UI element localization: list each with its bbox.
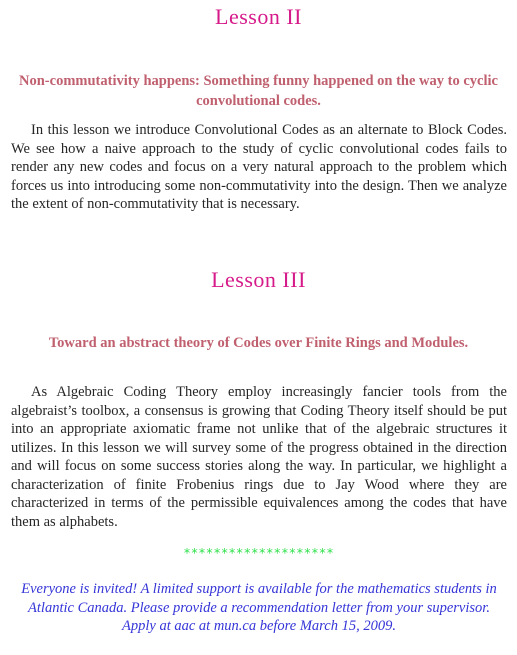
lesson-3-title: Lesson III — [211, 267, 306, 292]
lesson-3-subtitle: Toward an abstract theory of Codes over Finite Rings and Modules. — [48, 335, 469, 351]
lesson-2-title: Lesson II — [215, 4, 302, 29]
lesson-3-description: As Algebraic Coding Theory employ increasingly fancier tools from the algebraist’s toolbox, a consensus is growing that Coding Theory itself should be put into an appropriate axiomatic frame not unlike that of the algebraic structures it utilizes. In this lesson we will survey some of the progress obtained in the direction and will focus on some success stories along the way. In particular, we highlight a characterization of finite Frobenius rings due to Jay Wood where they are characterized in terms of the permissible equivalences among the codes that have them as alphabets. — [11, 384, 507, 530]
invitation-text: Everyone is invited! A limited support is available for the mathematics students in Atlantic Canada. Please provide a recommendation letter from your supervisor. Apply at aac at mun.ca before March 15, 2009. — [21, 581, 497, 634]
lesson-2-description: In this lesson we introduce Convolutional Codes as an alternate to Block Codes. We see how a naive approach to the study of cyclic convolutional codes fails to render any new codes and focus on a very natural approach to the problem which forces us into introducing some non-commutativity into the design. Then we analyze the extent of non-commutativity that is necessary. — [11, 122, 507, 212]
separator-stars: ******************** — [183, 545, 334, 560]
lesson-2-subtitle: Non-commutativity happens: Something funny happened on the way to cyclic convolutional codes. — [19, 73, 498, 109]
